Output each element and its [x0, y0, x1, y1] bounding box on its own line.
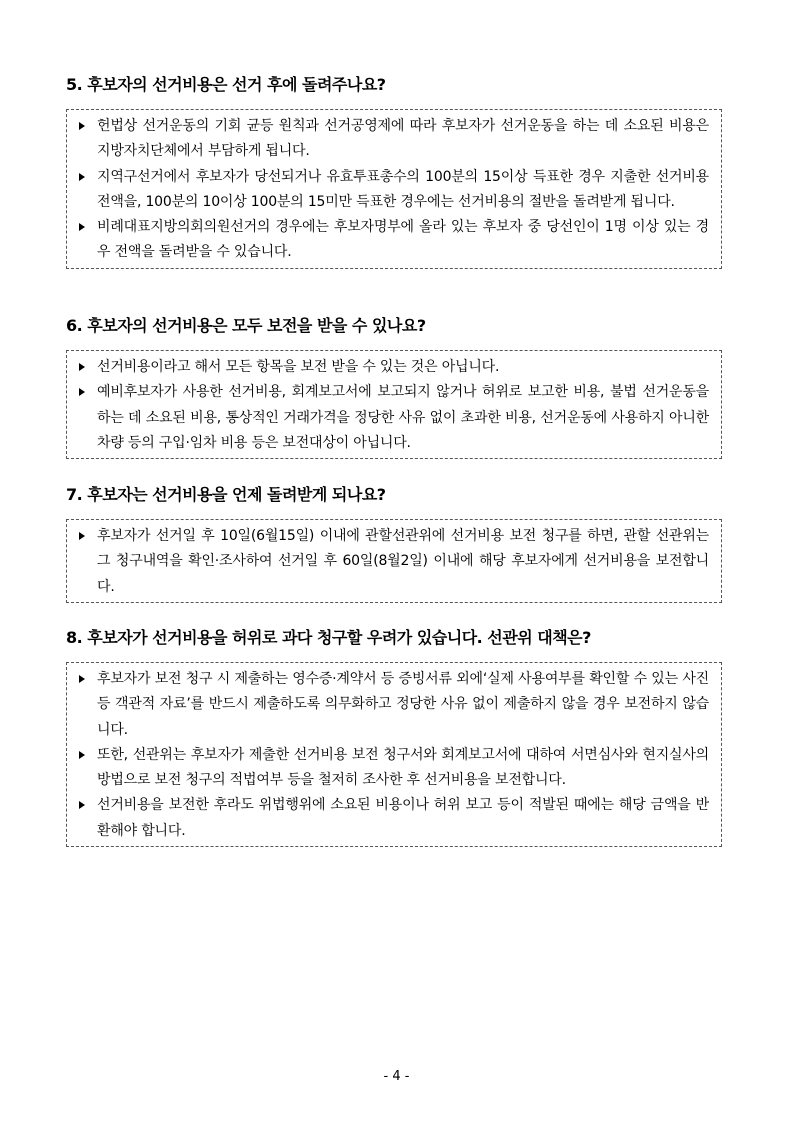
triangle-bullet-icon — [79, 801, 85, 809]
section-heading: 8. 후보자가 선거비용을 허위로 과다 청구할 우려가 있습니다. 선관위 대책은? — [66, 628, 591, 647]
item-text: 비례대표지방의회의원선거의 경우에는 후보자명부에 올라 있는 후보자 중 당선인이 1명 이상 있는 경우 전액을 돌려받을 수 있습니다. — [97, 219, 709, 261]
item-text: 예비후보자가 사용한 선거비용, 회계보고서에 보고되지 않거나 허위로 보고한 비용, 불법 선거운동을 하는 데 소요된 비용, 통상적인 거래가격을 정당한 사유 없이 초과한 비용, 선거운동에 사용하지 아니한 차량 등의 구입·임차 비용 등은 보전대상이 아닙니다. — [97, 384, 709, 451]
item-text: 지역구선거에서 후보자가 당선되거나 유효투표총수의 100분의 15이상 득표한 경우 지출한 선거비용 전액을, 100분의 10이상 100분의 15미만 득표한 경우에는 선거비용의 절반을 돌려받게 됩니다. — [97, 168, 709, 210]
triangle-bullet-icon — [79, 122, 85, 130]
item-text: 또한, 선관위는 후보자가 제출한 선거비용 보전 청구서와 회계보고서에 대하여 서면심사와 현지실사의 방법으로 보전 청구의 적법여부 등을 철저히 조사한 후 선거비용을 보전합니다. — [97, 746, 709, 789]
section-8 — [66, 627, 722, 847]
item-text: 후보자가 보전 청구 시 제출하는 영수증·계약서 등 증빙서류 외에‘실제 사용여부를 확인할 수 있는 사진 등 객관적 자료’를 반드시 제출하도록 의무화하고 정당한 사유 없이 제출하지 않을 경우 보전하지 않습니다. — [97, 671, 709, 738]
triangle-bullet-icon — [79, 675, 85, 683]
section-6 — [66, 315, 722, 459]
list-item — [79, 215, 709, 266]
triangle-bullet-icon — [79, 173, 85, 181]
answer-box — [66, 350, 722, 459]
answer-box — [66, 662, 722, 847]
list-item — [79, 380, 709, 456]
page-number: - 4 - — [383, 1069, 410, 1084]
section-heading: 6. 후보자의 선거비용은 모두 보전을 받을 수 있나요? — [66, 316, 426, 335]
list-item — [79, 355, 709, 380]
item-text: 헌법상 선거운동의 기회 균등 원칙과 선거공영제에 따라 후보자가 선거운동을 하는 데 소요된 비용은 지방자치단체에서 부담하게 됩니다. — [97, 118, 709, 160]
answer-box — [66, 109, 722, 269]
item-text: 후보자가 선거일 후 10일(6월15일) 이내에 관할선관위에 선거비용 보전 청구를 하면, 관할 선관위는 그 청구내역을 확인·조사하여 선거일 후 60일(8월2일) 이내에 해당 후보자에게 선거비용을 보전합니다. — [97, 528, 709, 595]
list-item — [79, 793, 709, 844]
item-text: 선거비용을 보전한 후라도 위법행위에 소요된 비용이나 허위 보고 등이 적발된 때에는 해당 금액을 반환해야 합니다. — [97, 797, 709, 839]
list-item — [79, 114, 709, 165]
triangle-bullet-icon — [79, 388, 85, 396]
section-7 — [66, 484, 722, 603]
list-item — [79, 524, 709, 600]
section-5 — [66, 74, 722, 269]
section-heading: 5. 후보자의 선거비용은 선거 후에 돌려주나요? — [66, 75, 386, 94]
list-item — [79, 743, 709, 794]
section-heading: 7. 후보자는 선거비용을 언제 돌려받게 되나요? — [66, 485, 386, 504]
answer-box — [66, 519, 722, 603]
item-text: 선거비용이라고 해서 모든 항목을 보전 받을 수 있는 것은 아닙니다. — [97, 359, 500, 375]
triangle-bullet-icon — [79, 223, 85, 231]
list-item — [79, 165, 709, 216]
triangle-bullet-icon — [79, 532, 85, 540]
triangle-bullet-icon — [79, 363, 85, 371]
triangle-bullet-icon — [79, 751, 85, 759]
list-item — [79, 667, 709, 743]
